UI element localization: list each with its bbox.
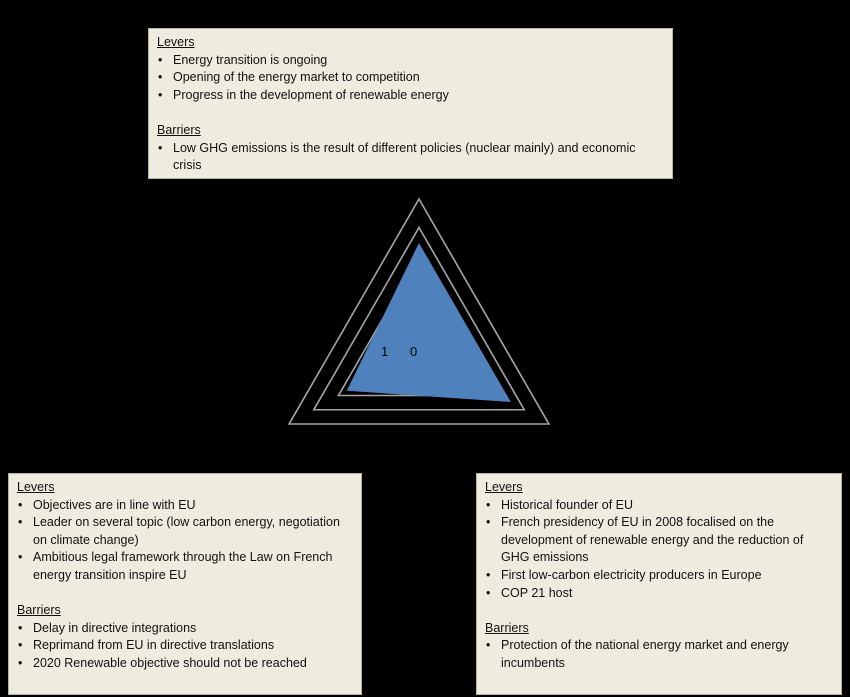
list-item: • Reprimand from EU in directive translations	[17, 637, 353, 655]
scale-label-1: 1	[381, 344, 389, 359]
levers-heading: Levers	[157, 35, 195, 49]
levers-heading: Levers	[485, 480, 523, 494]
list-item: • Objectives are in line with EU	[17, 497, 353, 515]
right-info-box	[476, 473, 842, 695]
list-item: • French presidency of EU in 2008 focalised on the development of renewable energy and the reduction of GHG emissions	[485, 514, 833, 567]
radar-series-area	[348, 244, 510, 402]
barriers-list	[485, 637, 833, 672]
list-item: • Protection of the national energy market and energy incumbents	[485, 637, 833, 672]
radar-series	[348, 244, 510, 402]
barriers-list	[17, 620, 353, 673]
list-item: • Opening of the energy market to competition	[157, 69, 664, 87]
list-item: • Delay in directive integrations	[17, 620, 353, 638]
list-item: • Historical founder of EU	[485, 497, 833, 515]
barriers-heading: Barriers	[157, 122, 201, 137]
list-item: • Ambitious legal framework through the Law on French energy transition inspire EU	[17, 549, 353, 584]
list-item: • 2020 Renewable objective should not be reached	[17, 655, 353, 673]
levers-list	[17, 497, 353, 585]
scale-label-0: 0	[410, 344, 418, 359]
list-item: • First low-carbon electricity producers in Europe	[485, 567, 833, 585]
levers-list	[485, 497, 833, 603]
list-item: • Progress in the development of renewable energy	[157, 87, 664, 105]
list-item: • Leader on several topic (low carbon energy, negotiation on climate change)	[17, 514, 353, 549]
left-info-box	[8, 473, 362, 695]
barriers-heading: Barriers	[17, 603, 61, 618]
list-item: • COP 21 host	[485, 585, 833, 603]
list-item: • Energy transition is ongoing	[157, 52, 664, 70]
list-item: • Low GHG emissions is the result of different policies (nuclear mainly) and economic crisis	[157, 140, 664, 175]
levers-heading: Levers	[17, 480, 55, 494]
barriers-heading: Barriers	[485, 620, 529, 635]
